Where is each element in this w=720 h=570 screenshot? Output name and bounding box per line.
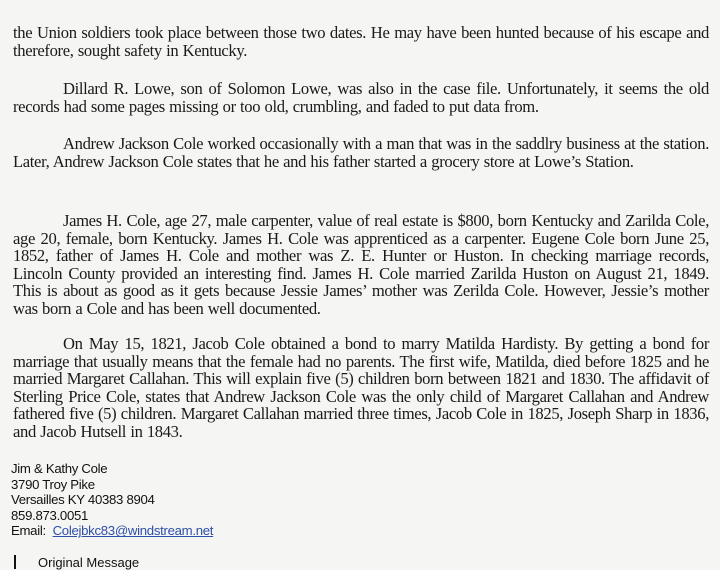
signature-phone: 859.873.0051 [11, 507, 89, 523]
email-label: Email: [11, 523, 46, 539]
quote-bar [14, 555, 16, 569]
signature-name: Jim & Kathy Cole [11, 461, 108, 476]
original-message-label: Original Message [38, 555, 140, 570]
email-link[interactable]: Colejbkc83@windstream.net [52, 523, 214, 539]
paragraph-union-soldiers: the Union soldiers took place between those two dates. He may have been hunted because of his escape and therefore, sought safety in Kentucky. [13, 23, 709, 60]
signature-street: 3790 Troy Pike [11, 476, 95, 492]
signature-block [11, 461, 213, 539]
paragraph-jacob-cole: On May 15, 1821, Jacob Cole obtained a bond to marry Matilda Hardisty. By getting a bond for marriage that usually means that the female had no parents. The first wife, Matilda, died before 1825 and he married Margaret Callahan. This will explain five (5) children born between 1821 and 1830. The affidavit of Sterling Price Cole, states that Andrew Jackson Cole was the only child of Margaret Callahan and Andrew fathered five (5) children. Margaret Callahan married three times, Jacob Cole in 1825, Joseph Sharp in 1836, and Jacob Hutsell in 1843. [13, 334, 709, 441]
signature-email-row [11, 523, 213, 539]
paragraph-james-h-cole: James H. Cole, age 27, male carpenter, value of real estate is $800, born Kentucky and Zarilda Cole, age 20, female, born Kentucky. James H. Cole was apprenticed as a carpenter. Eugene Cole born June 25, 1852, father of James H. Cole and mother was Z. E. Hunter or Huston. In checking marriage records, Lincoln County provided an interesting find. James H. Cole married Zarilda Huston on August 21, 1849. This is about as good as it gets because Jessie James’ mother was Zerilda Cole. However, Jessie’s mother was born a Cole and has been well documented. [13, 211, 709, 318]
paragraph-dillard-lowe: Dillard R. Lowe, son of Solomon Lowe, was also in the case file. Unfortunately, it seems the old records had some pages missing or too old, crumbling, and faded to put data from. [13, 79, 709, 116]
signature-city: Versailles KY 40383 8904 [11, 492, 155, 508]
original-message-header [14, 555, 139, 570]
paragraph-andrew-jackson-cole: Andrew Jackson Cole worked occasionally with a man that was in the saddlry business at the station. Later, Andrew Jackson Cole states that he and his father started a grocery store at Lowe’s Station. [13, 134, 709, 171]
